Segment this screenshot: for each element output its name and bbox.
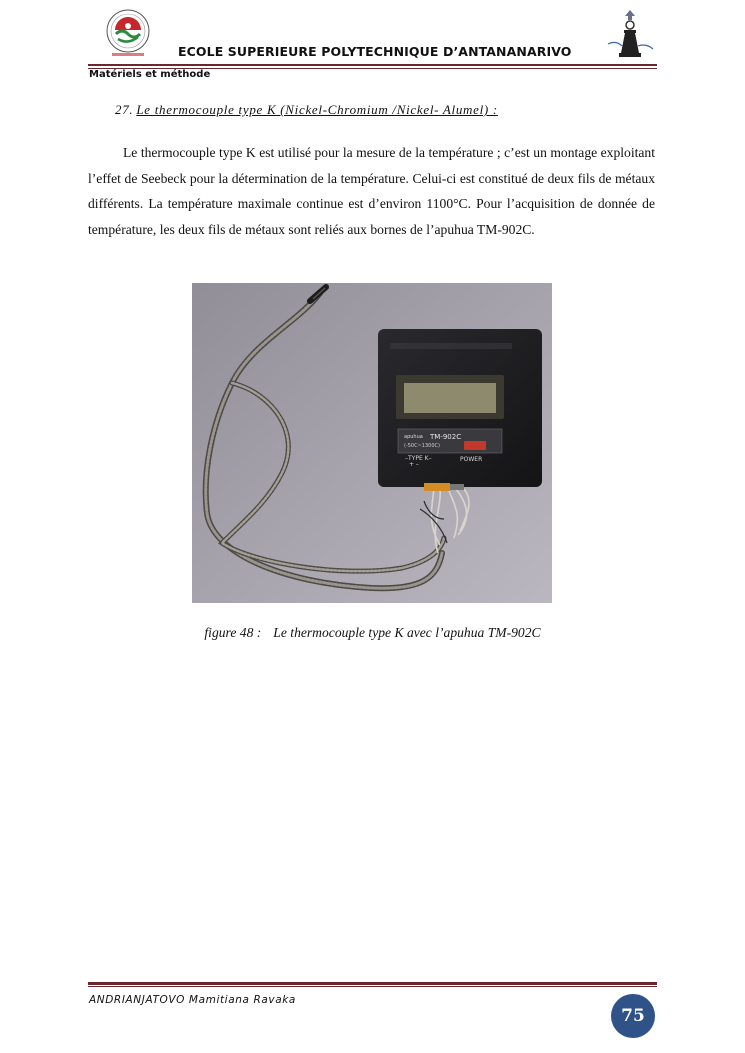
header-rule (88, 64, 657, 66)
device-range: (-50C~1300C) (404, 443, 440, 449)
section-heading (115, 102, 498, 118)
engineering-emblem-icon (604, 8, 656, 62)
heading-number: 27. (115, 102, 134, 117)
footer-rule (88, 982, 657, 985)
device-model: TM-902C (430, 433, 462, 441)
caption-text: Le thermocouple type K avec l’apuhua TM-902C (273, 625, 541, 640)
figure-caption (0, 625, 745, 641)
thermocouple-photo (192, 283, 552, 603)
device-brand: apuhua (404, 434, 423, 440)
school-title: ECOLE SUPERIEURE POLYTECHNIQUE D’ANTANANARIVO (178, 44, 572, 59)
device-power-label: POWER (460, 456, 483, 463)
device-type-label: –TYPE K– (405, 455, 432, 462)
author-name: ANDRIANJATOVO Mamitiana Ravaka (89, 994, 296, 1006)
heading-text: Le thermocouple type K (Nickel-Chromium /Nickel- Alumel) : (136, 102, 498, 117)
section-label: Matériels et méthode (89, 69, 211, 80)
page-number: 75 (621, 1006, 645, 1026)
page-number-badge (611, 994, 655, 1038)
device-polarity: + – (409, 461, 419, 468)
body-paragraph: Le thermocouple type K est utilisé pour la mesure de la température ; c’est un montage exploitant l’effet de Seebeck pour la détermination de la température. Celui-ci est constitué de deux fils de métaux différents. La température maximale continue est d’environ 1100°C. Pour l’acquisition de donnée de température, les deux fils de métaux sont reliés aux bornes de l’apuhua TM-902C. (88, 145, 655, 238)
caption-label: figure 48 : (204, 625, 262, 640)
school-crest-icon (100, 8, 156, 58)
footer-rule-thin (88, 986, 657, 987)
